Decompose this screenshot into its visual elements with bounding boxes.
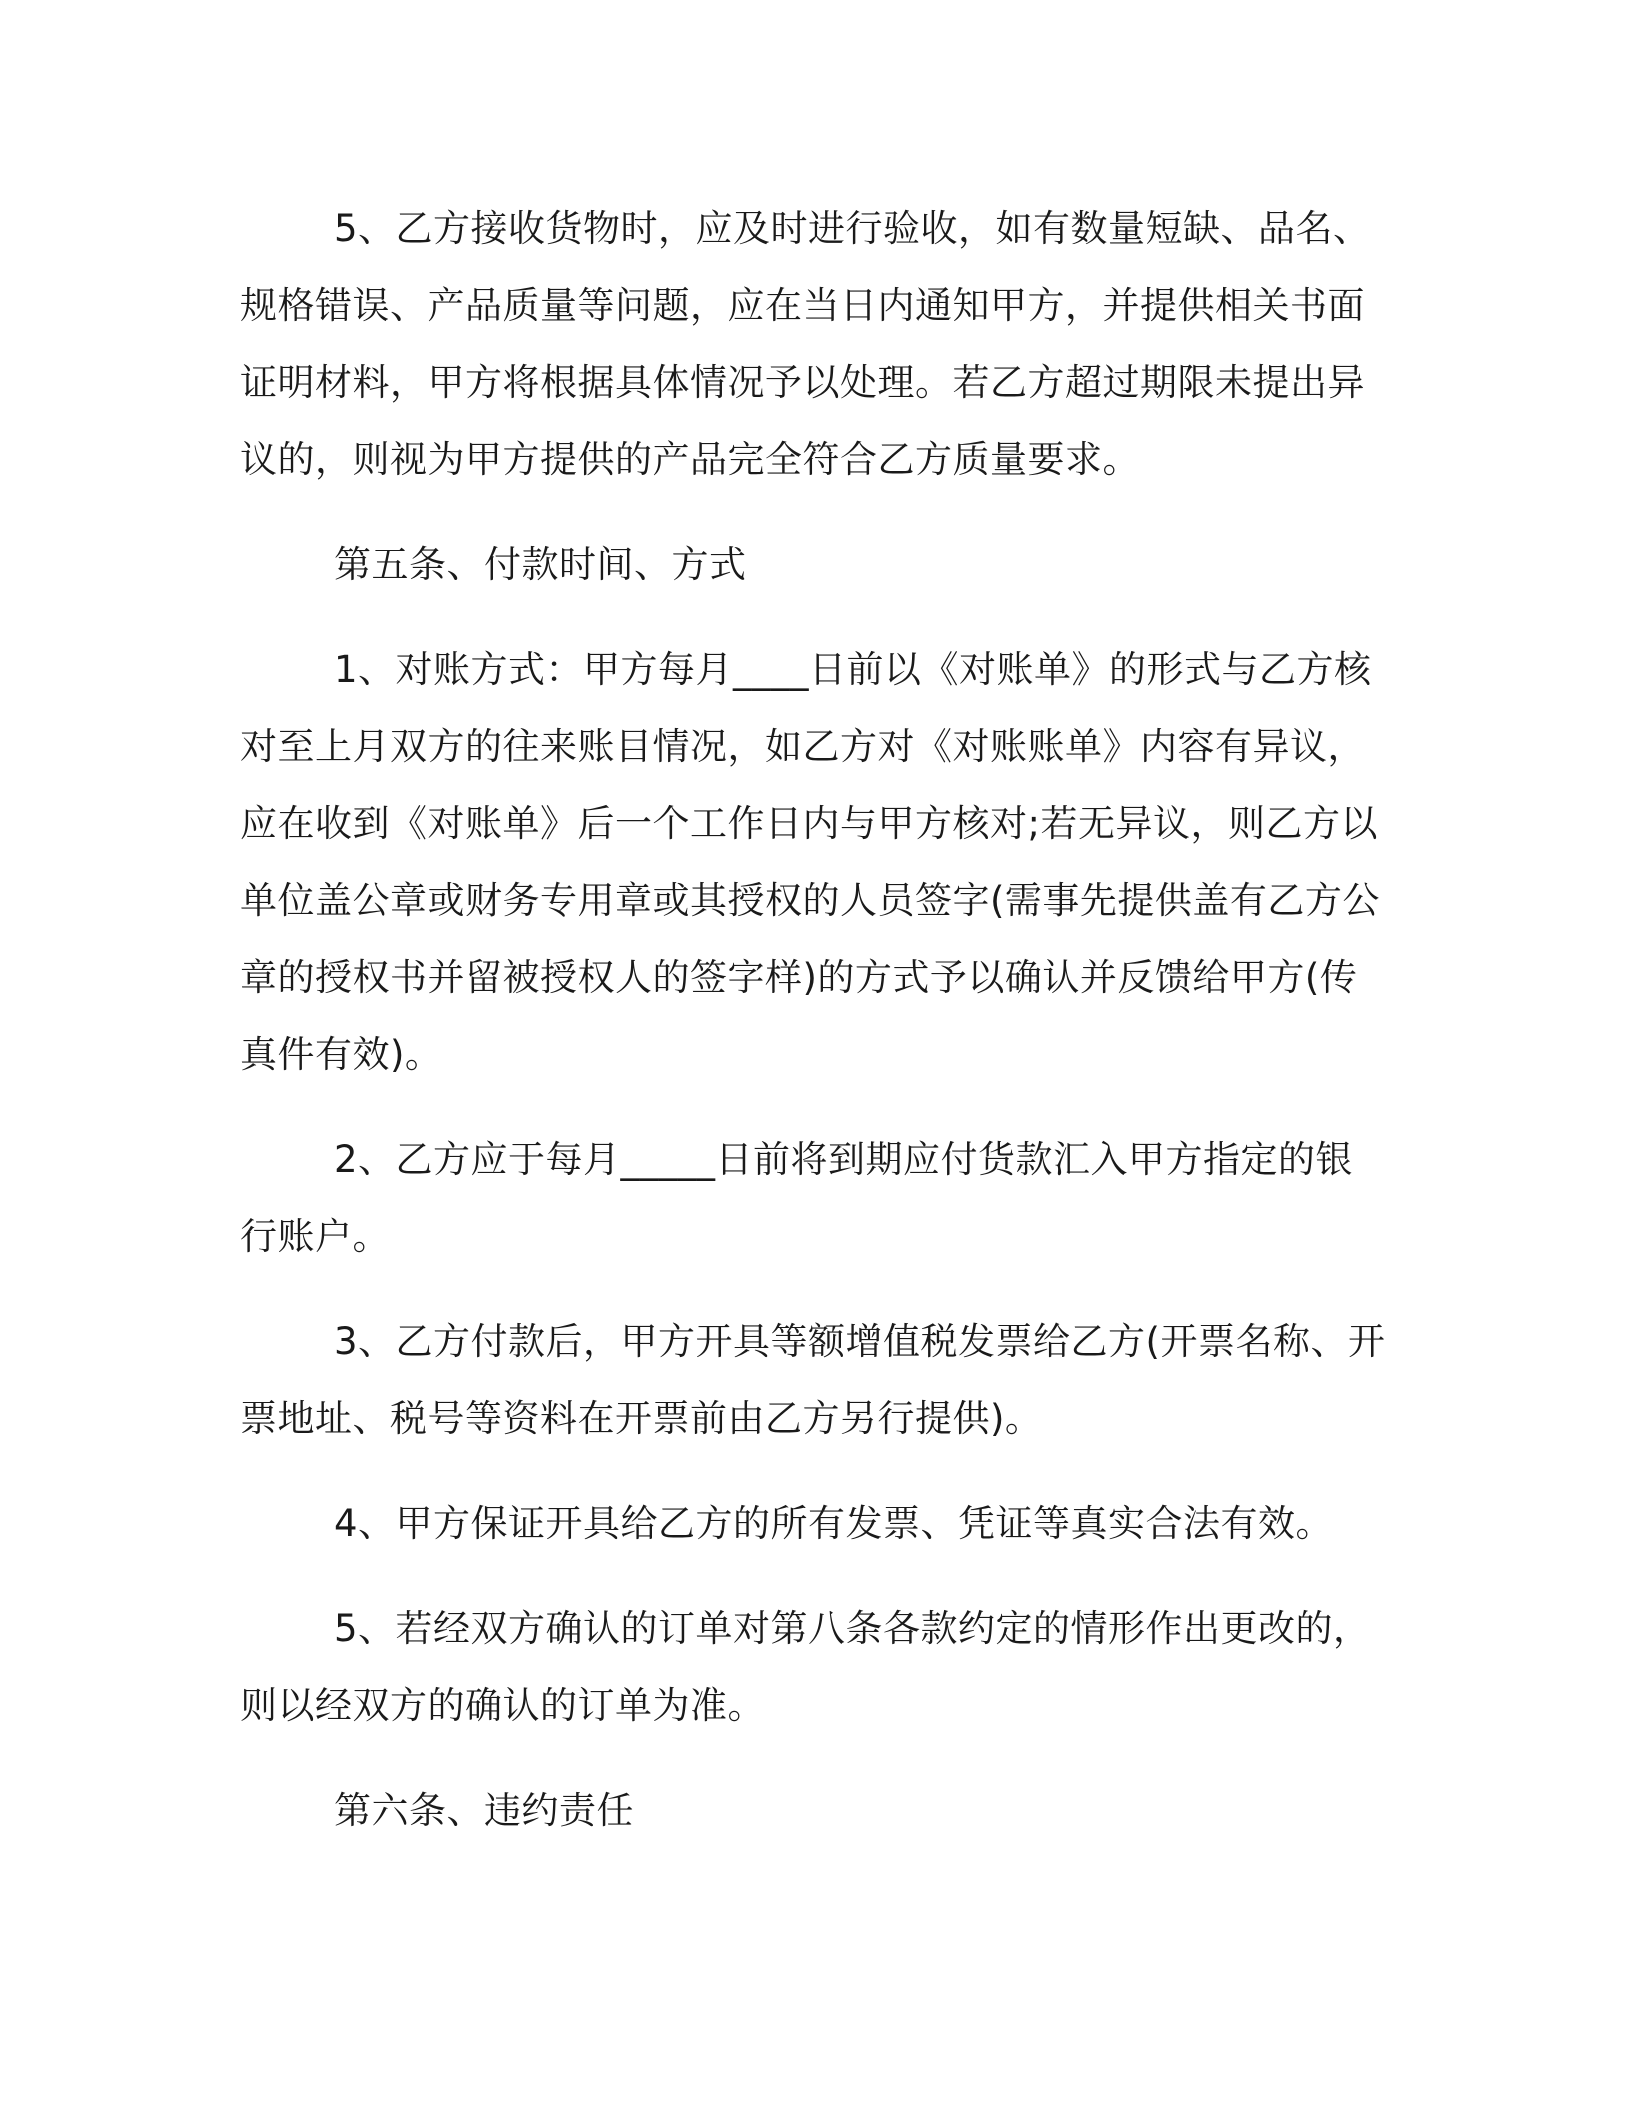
clause-4-5-paragraph: 5、乙方接收货物时，应及时进行验收，如有数量短缺、品名、规格错误、产品质量等问题，应在当日内通知甲方，并提供相关书面证明材料，甲方将根据具体情况予以处理。若乙方超过期限未提出异议的，则视为甲方提供的产品完全符合乙方质量要求。 <box>240 207 1371 481</box>
clause-5-1-paragraph: 1、对账方式：甲方每月____日前以《对账单》的形式与乙方核对至上月双方的往来账目情况，如乙方对《对账账单》内容有异议，应在收到《对账单》后一个工作日内与甲方核对;若无异议，则乙方以单位盖公章或财务专用章或其授权的人员签字(需事先提供盖有乙方公章的授权书并留被授权人的签字样)的方式予以确认并反馈给甲方(传真件有效)。 <box>240 648 1380 1076</box>
clause-5-2-paragraph: 2、乙方应于每月_____日前将到期应付货款汇入甲方指定的银行账户。 <box>240 1138 1354 1258</box>
document-body <box>240 190 1390 1877</box>
clause-5-5-paragraph: 5、若经双方确认的订单对第八条各款约定的情形作出更改的，则以经双方的确认的订单为准。 <box>240 1607 1371 1727</box>
clause-5-4-paragraph: 4、甲方保证开具给乙方的所有发票、凭证等真实合法有效。 <box>334 1502 1334 1545</box>
clause-5-3-paragraph: 3、乙方付款后，甲方开具等额增值税发票给乙方(开票名称、开票地址、税号等资料在开票前由乙方另行提供)。 <box>240 1320 1386 1440</box>
article-6-heading: 第六条、违约责任 <box>334 1789 634 1832</box>
article-5-heading: 第五条、付款时间、方式 <box>334 543 747 586</box>
